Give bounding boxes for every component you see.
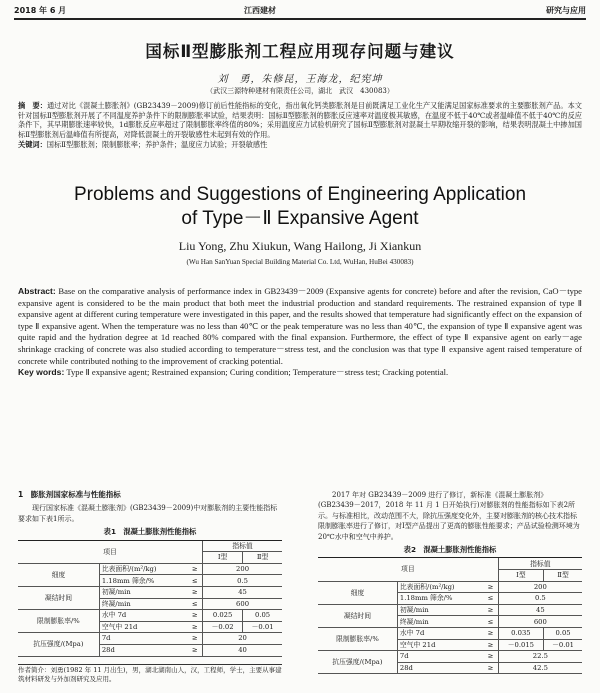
table-cell: 细度 [18,563,99,586]
right-column [318,490,582,674]
abstract-cn-text: 通过对比《混凝土膨胀剂》(GB23439－2009)修订前后性能指标的变化，指出氧化钙类膨胀剂是目前既满足工业化生产又能满足国家标准要求的主要膨胀剂产品。本文针对国标Ⅱ型膨胀剂开展了不同温度养护条件下的限制膨胀率试验，结果表明：国标Ⅱ型膨胀剂的膨胀反应速率对温度极其敏感，在温度不低于40℃或者温峰值不低于40℃的反应条件下，其早期膨胀速率较快，1d膨胀反应率超过了限制膨胀率终值的80%；采用温度应力试验机研究了国标Ⅱ型膨胀剂对混凝土早期收缩开裂的影响，结果表明混凝土中掺加国标Ⅱ型膨胀剂后温峰值有所提高，对降低混凝土的开裂敏感性未起到有效的作用。 [18,101,582,140]
abstract-en [18,286,582,379]
journal-name: 江西建材 [244,6,276,15]
table-2-caption: 表2 混凝土膨胀剂性能指标 [403,545,497,555]
table-1-head-type2: Ⅱ型 [243,552,282,564]
table-cell: 抗压强度/(Mpa) [318,651,397,674]
table-cell: ≤ [483,616,498,628]
table-cell: 凝结时间 [318,604,397,627]
abstract-cn [18,101,582,150]
authors-en: Liu Yong, Zhu Xiukun, Wang Hailong, Ji Xiankun [178,239,422,253]
page-header [14,4,586,20]
keywords-cn-label: 关键词： [18,139,47,149]
table-1-caption: 表1 混凝土膨胀剂性能指标 [103,527,197,537]
table-cell: ≥ [483,639,498,651]
table-cell: 600 [203,598,282,610]
table-cell: 初凝/min [99,587,187,599]
table-cell: 细度 [318,581,397,604]
title-en [0,183,600,231]
table-2 [318,557,582,674]
table-cell: 28d [397,662,483,674]
table-cell: 0.5 [203,575,282,587]
table-cell: ≤ [187,598,202,610]
author-footnote: 作者简介：刘勇(1982 年 11 月出生)，男，湖北湖南山人，汉，工程师，学士，主要从事建筑材料研发与外加剂研究及应用。 [18,666,282,683]
table-cell: 0.5 [498,593,582,605]
table-cell: 限制膨胀率/% [18,610,99,633]
table-1-head-index: 指标值 [203,540,282,552]
table-1 [18,540,282,657]
title-en-line2: of Type－Ⅱ Expansive Agent [181,208,419,229]
table-cell: ≥ [483,581,498,593]
issue-date: 2018 年 6 月 [14,6,67,15]
keywords-cn: 国标Ⅱ型膨胀剂；限制膨胀率；养护条件；温度应力试验；开裂敏感性 [46,139,268,149]
table-cell: ≤ [187,575,202,587]
table-cell: 45 [498,604,582,616]
table-cell: 22.5 [498,651,582,663]
table-cell: 40 [203,644,282,656]
table-cell: ≥ [187,587,202,599]
table-cell: 水中 7d [397,628,483,640]
table-cell: 比表面积/(m²/kg) [397,581,483,593]
keywords-en: Type Ⅱ expansive agent; Restrained expansion; Curing condition; Temperature－stress test; Cracking potential. [66,367,449,378]
table-cell: 终凝/min [397,616,483,628]
table-2-head-type1: Ⅰ型 [498,570,543,582]
table-cell: 0.05 [243,610,282,622]
table-cell: 20 [203,633,282,645]
right-column-paragraph: 2017 年对 GB23439－2009 进行了修订，新标准《混凝土膨胀剂》(GB23439－2017，2018 年 11 月 1 日开始执行)对膨胀剂的性能指标如下表2所示。与标准相比，改动范围不大，除抗压强度变化外，主要对膨胀剂的核心技术指标限制膨胀率进行了修订，对Ⅰ型产品提出了更高的膨胀性能要求；产品试验检测环境为 20℃水中和空气中养护。 [318,491,580,541]
table-cell: 0.05 [544,628,582,640]
table-cell: ≥ [483,662,498,674]
table-cell: －0.01 [243,621,282,633]
abstract-en-label: Abstract: [18,286,56,296]
table-cell: 200 [203,563,282,575]
table-cell: －0.01 [544,639,582,651]
table-cell: 600 [498,616,582,628]
table-cell: ≥ [187,563,202,575]
table-cell: 1.18mm 筛余/% [99,575,187,587]
table-2-head-item: 项目 [318,558,498,581]
title-cn: 国标Ⅱ型膨胀剂工程应用现存问题与建议 [145,42,455,61]
section-tag: 研究与应用 [546,6,586,15]
authors-cn: 刘 勇，朱修昆，王海龙，纪宪坤 [217,74,383,85]
table-cell: 抗压强度/(Mpa) [18,633,99,656]
table-cell: ≥ [483,628,498,640]
left-column [18,490,282,657]
table-cell: ≥ [187,621,202,633]
table-cell: 42.5 [498,662,582,674]
table-cell: 0.025 [203,610,243,622]
table-2-head-type2: Ⅱ型 [544,570,582,582]
table-cell: 水中 7d [99,610,187,622]
table-cell: 7d [99,633,187,645]
table-cell: 比表面积/(m²/kg) [99,563,187,575]
table-cell: 初凝/min [397,604,483,616]
affiliation-cn: （武汉三源特种建材有限责任公司，湖北 武汉 430083） [206,87,394,95]
table-cell: 限制膨胀率/% [318,628,397,651]
table-cell: 终凝/min [99,598,187,610]
table-cell: 空气中 21d [99,621,187,633]
table-cell: 空气中 21d [397,639,483,651]
table-cell: 45 [203,587,282,599]
table-cell: 0.035 [498,628,543,640]
abstract-cn-label: 摘 要： [18,101,47,110]
table-cell: ≥ [187,633,202,645]
table-cell: ≥ [483,604,498,616]
table-cell: ≥ [483,651,498,663]
table-cell: －0.02 [203,621,243,633]
section-1-paragraph: 现行国家标准《混凝土膨胀剂》(GB23439－2009)中对膨胀剂的主要性能指标要求如下表1所示。 [18,504,278,523]
table-cell: 28d [99,644,187,656]
section-1-heading: 1 膨胀剂国家标准与性能指标 [18,490,121,499]
table-cell: 7d [397,651,483,663]
table-cell: 凝结时间 [18,587,99,610]
table-1-head-item: 项目 [18,540,203,563]
table-cell: 200 [498,581,582,593]
title-en-line1: Problems and Suggestions of Engineering Application [73,184,527,205]
abstract-en-text: Base on the comparative analysis of performance index in GB23439－2009 (Expansive agents for concrete) before and after the revision, CaO－type expansive agent is considered to be the main product that both meet the industrial production and standard requirements. The restrained expansion of type Ⅱ expansive agent at different curing temperature were investigated in this paper, and the results showed that temperature had significantly effect on the expansion of type Ⅱ expansive agent. When the temperature was no less than 40℃ or the peak temperature was no less than 40℃, the expansion of type Ⅱ expansive agent was quite rapid and the hydration degree at 1d reached 80% compared with the final expansion. Furthermore, the effect of type Ⅱ expansive agent on early－age shrinkage cracking of concrete was also studied according to temperature－stress test, and the conclusion was that type Ⅱ expansive agent raised temperature of concrete while contributed nothing to the improvement of cracking potential. [18,286,583,366]
table-cell: ≥ [187,610,202,622]
table-cell: 1.18mm 筛余/% [397,593,483,605]
table-1-head-type1: Ⅰ型 [203,552,243,564]
keywords-en-label: Key words: [18,367,65,378]
affiliation-en: (Wu Han SanYuan Special Building Material Co. Ltd, WuHan, HuBei 430083) [186,258,414,266]
table-cell: ≥ [187,644,202,656]
table-2-head-index: 指标值 [498,558,582,570]
table-cell: ≤ [483,593,498,605]
table-cell: －0.015 [498,639,543,651]
